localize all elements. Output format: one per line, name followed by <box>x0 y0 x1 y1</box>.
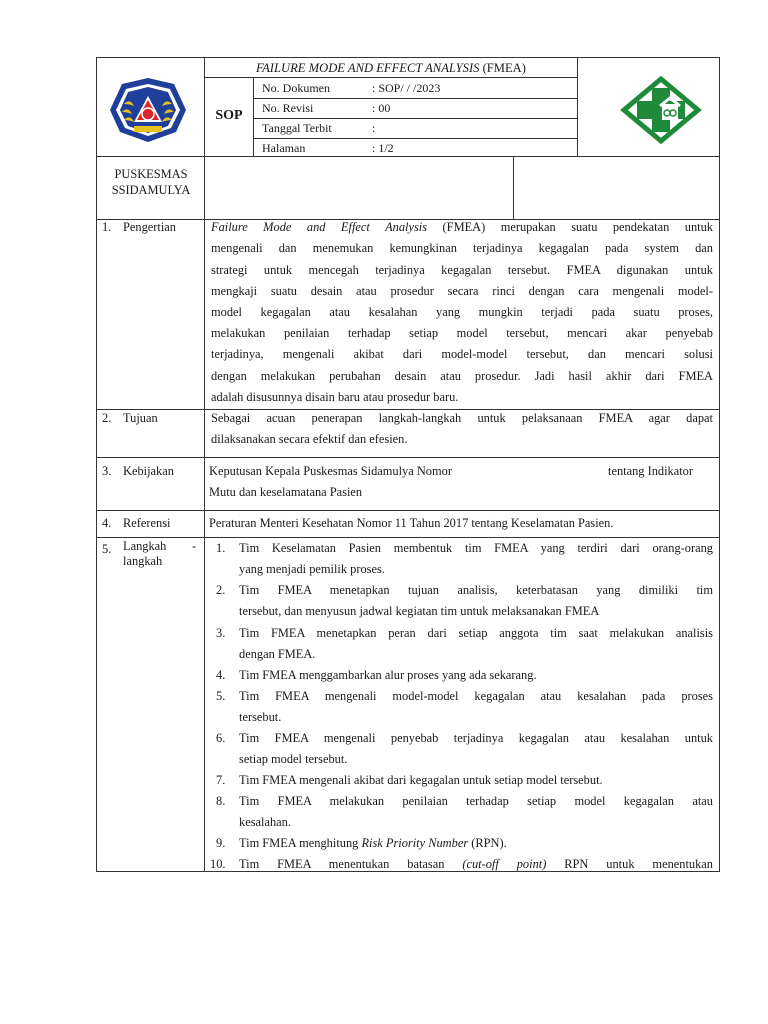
kebijakan-line: Mutu dan keselamatana Pasien <box>209 485 363 499</box>
section-label-langkah: Langkah langkah <box>123 539 167 568</box>
section-label-pengertian: Pengertian <box>123 220 176 234</box>
sop-label: SOP <box>215 108 243 123</box>
paragraph-line: mengkaji suatu desain atau prosedur secara rinci dengan cara mengenali model- <box>211 284 713 298</box>
paragraph-line: Failure Mode and Effect Analysis (FMEA) merupakan suatu pendekatan untuk <box>211 220 713 234</box>
list-item: Tim FMEA menentukan batasan (cut-off point) RPN untuk menentukan <box>239 857 713 871</box>
list-number: 9. <box>216 836 226 850</box>
paragraph-line: model kegagalan atau kesalahan yang mungkin terjadi pada suatu proses, <box>211 305 713 319</box>
section-label-kebijakan: Kebijakan <box>123 464 174 478</box>
referensi-text: Peraturan Menteri Kesehatan Nomor 11 Tahun 2017 tentang Keselamatan Pasien. <box>209 516 614 530</box>
section-label-referensi: Referensi <box>123 516 171 530</box>
paragraph-line: dengan melakukan perubahan desain atau prosedur. Jadi hasil akhir dari FMEA <box>211 369 713 383</box>
kebijakan-line: Keputusan Kepala Puskesmas Sidamulya Nomor <box>209 464 452 478</box>
list-item: kesalahan. <box>239 815 291 829</box>
paragraph-line: adalah disusunnya disain baru atau prosedur baru. <box>211 390 459 404</box>
meta-label-tanggal-terbit: Tanggal Terbit <box>262 121 332 135</box>
grid-line <box>577 57 578 157</box>
grid-line <box>204 57 205 157</box>
grid-line <box>96 156 720 157</box>
meta-value-halaman: : 1/2 <box>372 141 394 155</box>
list-item: Tim FMEA mengenali penyebab terjadinya kegagalan atau kesalahan untuk <box>239 731 713 745</box>
section-label-tujuan: Tujuan <box>123 411 158 425</box>
paragraph-line: strategi untuk mencegah terjadinya kegagalan tersebut. FMEA digunakan untuk <box>211 263 713 277</box>
grid-line <box>204 77 577 78</box>
list-number: 1. <box>216 541 226 555</box>
paragraph-line: mengenali dan menemukan kemungkinan terjadinya kegagalan pada system dan <box>211 241 713 255</box>
list-item: Tim FMEA menetapkan peran dari setiap anggota tim saat melakukan analisis <box>239 626 713 640</box>
list-number: 10. <box>210 857 226 871</box>
list-item: setiap model tersebut. <box>239 752 348 766</box>
list-number: 6. <box>216 731 226 745</box>
list-number: 2. <box>216 583 226 597</box>
grid-line <box>513 156 514 220</box>
meta-label-no-dokumen: No. Dokumen <box>262 81 330 95</box>
grid-line <box>96 510 720 511</box>
meta-label-halaman: Halaman <box>262 141 306 155</box>
list-number: 3. <box>216 626 226 640</box>
paragraph-line: melakukan penilaian terhadap setiap model tersebut, mencari akar penyebab <box>211 326 713 340</box>
grid-line <box>204 156 205 872</box>
section-number: 3. <box>102 464 112 478</box>
list-item: Tim FMEA melakukan penilaian terhadap setiap model kegagalan atau <box>239 794 713 808</box>
tujuan-line: Sebagai acuan penerapan langkah-langkah untuk pelaksanaan FMEA agar dapat <box>211 411 713 425</box>
list-number: 5. <box>216 689 226 703</box>
section-number: 5. <box>102 542 112 556</box>
list-item: Tim FMEA menetapkan tujuan analisis, keterbatasan yang dimiliki tim <box>239 583 713 597</box>
list-item: Tim FMEA menggambarkan alur proses yang ada sekarang. <box>239 668 537 682</box>
puskesmas-logo-icon <box>620 76 702 144</box>
section-number: 1. <box>102 220 112 234</box>
section-number: 2. <box>102 411 112 425</box>
list-item: Tim FMEA mengenali akibat dari kegagalan untuk setiap model tersebut. <box>239 773 603 787</box>
list-number: 4. <box>216 668 226 682</box>
grid-line <box>96 457 720 458</box>
org-name: PUSKESMAS SSIDAMULYA <box>111 167 191 197</box>
document-title: FAILURE MODE AND EFFECT ANALYSIS (FMEA) <box>256 61 526 75</box>
meta-value-no-dokumen: : SOP/ / /2023 <box>372 81 441 95</box>
list-number: 8. <box>216 794 226 808</box>
list-item: Tim Keselamatan Pasien membentuk tim FMEA yang terdiri dari orang-orang <box>239 541 713 555</box>
regional-emblem-icon <box>104 74 192 146</box>
list-item: tersebut, dan menyusun jadwal kegiatan tim untuk melaksanakan FMEA <box>239 604 600 618</box>
section-label-dash: - <box>192 539 197 553</box>
list-item: Tim FMEA mengenali model-model kegagalan atau kesalahan pada proses <box>239 689 713 703</box>
meta-value-no-revisi: : 00 <box>372 101 391 115</box>
tujuan-line: dilaksanakan secara efektif dan efesien. <box>211 432 408 446</box>
list-item: tersebut. <box>239 710 282 724</box>
meta-label-no-revisi: No. Revisi <box>262 101 314 115</box>
list-item: dengan FMEA. <box>239 647 316 661</box>
kebijakan-line: tentang Indikator <box>608 464 693 478</box>
section-number: 4. <box>102 516 112 530</box>
list-item: Tim FMEA menghitung Risk Priority Number (RPN). <box>239 836 507 850</box>
list-number: 7. <box>216 773 226 787</box>
meta-value-tanggal-terbit: : <box>372 121 376 135</box>
paragraph-line: terjadinya, mengenali akibat dari model-model tersebut, dan mencari solusi <box>211 347 713 361</box>
list-item: yang menjadi pemilik proses. <box>239 562 385 576</box>
